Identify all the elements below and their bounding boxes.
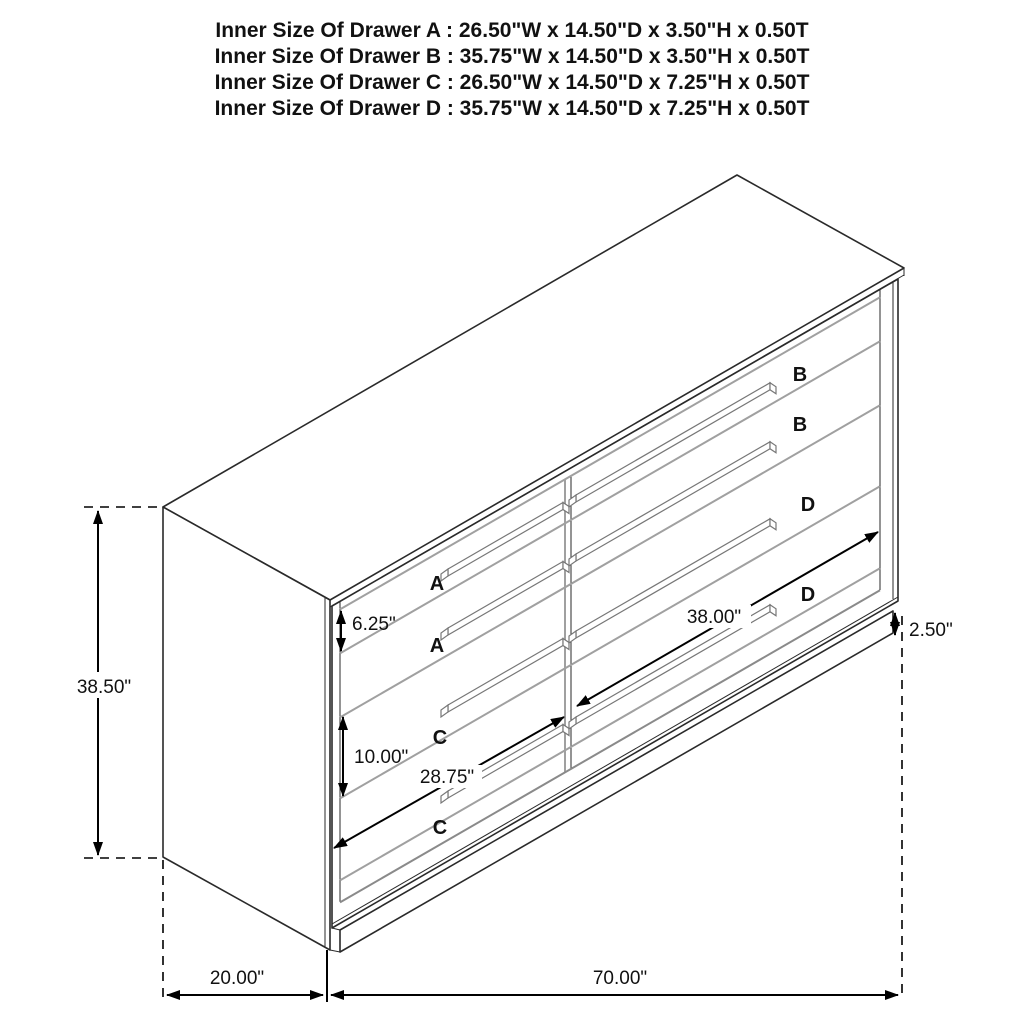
label-drawer-d-2: D [800,584,816,606]
title-line-drawer-d: Inner Size Of Drawer D : 35.75"W x 14.50"D x 7.25"H x 0.50T [214,97,810,120]
right-drawer-width-label: 38.00" [686,607,742,628]
title-line-drawer-b: Inner Size Of Drawer B : 35.75"W x 14.50"D x 3.50"H x 0.50T [214,45,810,68]
overall-width-label: 70.00" [592,968,648,989]
label-drawer-b-2: B [792,414,808,436]
label-drawer-c-1: C [432,727,448,749]
overall-depth-label: 20.00" [209,968,265,989]
small-front-height-label: 6.25" [352,614,396,635]
plinth-left-joint [330,928,340,952]
title-line-drawer-c: Inner Size Of Drawer C : 26.50"W x 14.50"D x 7.25"H x 0.50T [214,71,810,94]
label-drawer-d-1: D [800,494,816,516]
cabinet-body [163,175,904,952]
base-height-label: 2.50" [909,620,953,641]
title-line-drawer-a: Inner Size Of Drawer A : 26.50"W x 14.50"D x 3.50"H x 0.50T [215,19,809,42]
left-drawer-width-label: 28.75" [419,767,475,788]
label-drawer-b-1: B [792,364,808,386]
label-drawer-a-1: A [429,573,445,595]
label-drawer-c-2: C [432,817,448,839]
large-front-height-label: 10.00" [354,747,409,768]
label-drawer-a-2: A [429,635,445,657]
overall-height-label: 38.50" [76,677,132,698]
